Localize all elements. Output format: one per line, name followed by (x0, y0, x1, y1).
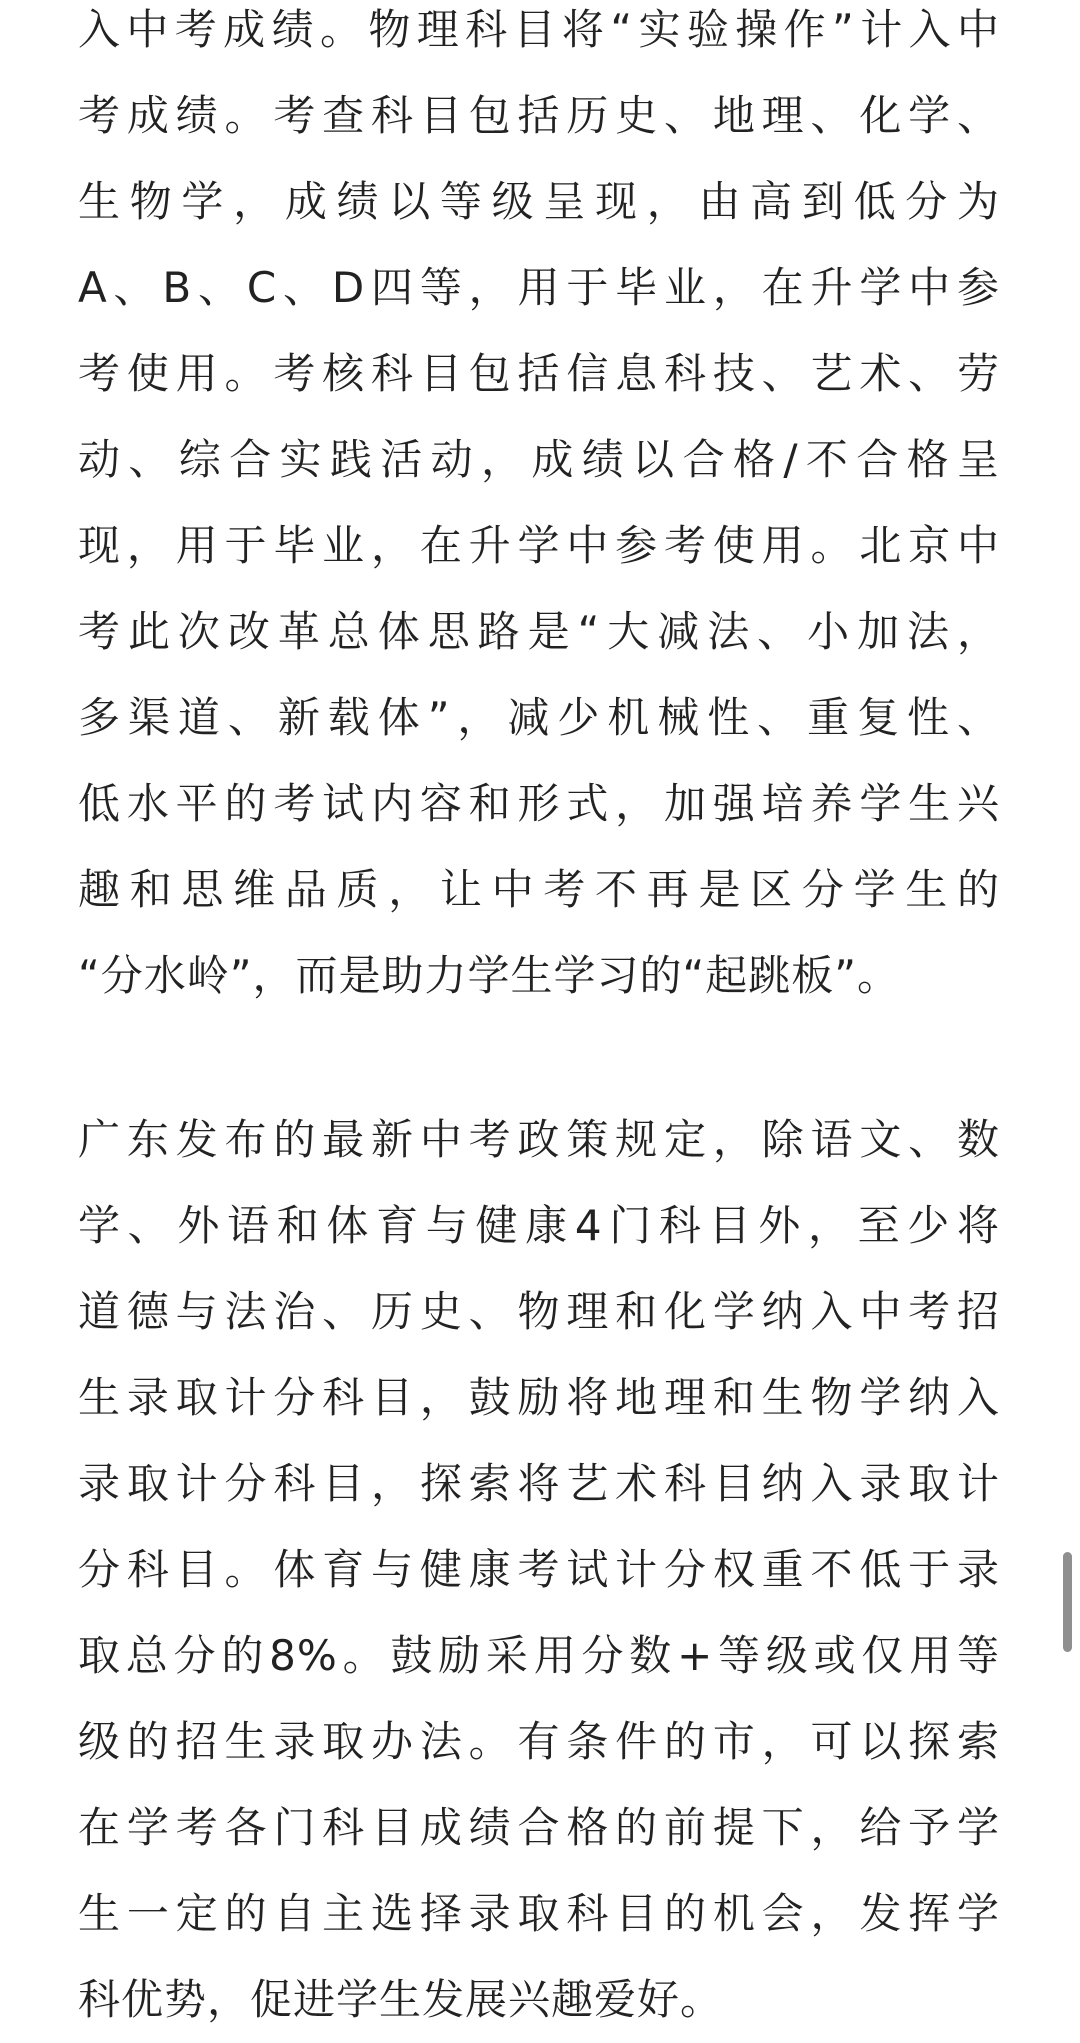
text-line: 分科目。体育与健康考试计分权重不低于录 (78, 1545, 1000, 1594)
text-line: 科优势，促进学生发展兴趣爱好。 (78, 1975, 724, 2024)
text-line: 现，用于毕业，在升学中参考使用。北京中 (78, 521, 1000, 570)
text-line: 生录取计分科目，鼓励将地理和生物学纳入 (78, 1373, 1000, 1422)
text-line: 录取计分科目，探索将艺术科目纳入录取计 (78, 1459, 1000, 1508)
text-line: A、B、C、D四等，用于毕业，在升学中参 (78, 263, 1000, 312)
text-line: 道德与法治、历史、物理和化学纳入中考招 (78, 1287, 1000, 1336)
text-line: 低水平的考试内容和形式，加强培养学生兴 (78, 779, 1000, 828)
text-line: 动、综合实践活动，成绩以合格/不合格呈 (78, 435, 1000, 484)
text-line: 学、外语和体育与健康4门科目外，至少将 (78, 1201, 1000, 1250)
text-line: 生一定的自主选择录取科目的机会，发挥学 (78, 1889, 1000, 1938)
text-line: 广东发布的最新中考政策规定，除语文、数 (78, 1115, 1000, 1164)
text-line: “分水岭”，而是助力学生学习的“起跳板”。 (78, 951, 901, 1000)
text-line: 多渠道、新载体”，减少机械性、重复性、 (78, 693, 1000, 742)
text-line: 趣和思维品质，让中考不再是区分学生的 (78, 865, 1000, 914)
text-line: 考使用。考核科目包括信息科技、艺术、劳 (78, 349, 1000, 398)
text-line: 考成绩。考查科目包括历史、地理、化学、 (78, 91, 1000, 140)
scrollbar-thumb[interactable] (1063, 1552, 1072, 1652)
text-line: 级的招生录取办法。有条件的市，可以探索 (78, 1717, 1000, 1766)
text-line: 生物学，成绩以等级呈现，由高到低分为 (78, 177, 1000, 226)
text-line: 入中考成绩。物理科目将“实验操作”计入中 (78, 5, 1000, 54)
text-line: 考此次改革总体思路是“大减法、小加法， (78, 607, 1000, 656)
text-line: 在学考各门科目成绩合格的前提下，给予学 (78, 1803, 1000, 1852)
text-line: 取总分的8%。鼓励采用分数+等级或仅用等 (78, 1631, 1000, 1680)
